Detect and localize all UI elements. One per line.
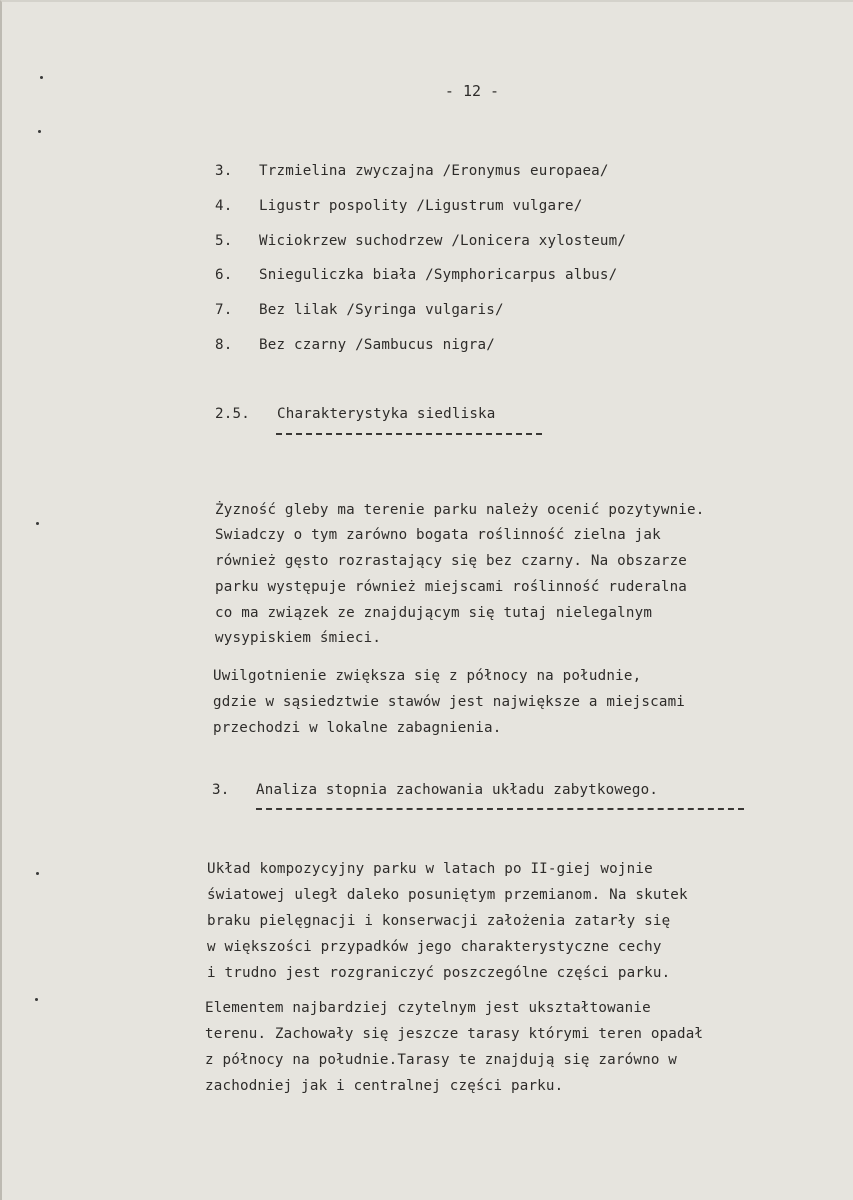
scan-speck: [40, 76, 43, 79]
list-item: 7. Bez lilak /Syringa vulgaris/: [215, 302, 504, 318]
scan-speck: [38, 130, 41, 133]
scan-speck: [36, 522, 39, 525]
paragraph-line: gdzie w sąsiedztwie stawów jest największe a miejscami: [213, 694, 686, 710]
paragraph-line: zachodniej jak i centralnej części parku.: [205, 1078, 564, 1094]
paragraph-line: również gęsto rozrastający się bez czarny. Na obszarze: [215, 553, 688, 569]
scan-speck: [35, 998, 38, 1001]
paragraph-line: terenu. Zachowały się jeszcze tarasy którymi teren opadał: [205, 1026, 704, 1042]
list-item: 4. Ligustr pospolity /Ligustrum vulgare/: [215, 198, 583, 214]
paragraph-line: światowej uległ daleko posuniętym przemianom. Na skutek: [207, 887, 688, 903]
heading-underline: [256, 808, 744, 810]
paragraph-line: parku występuje również miejscami roślinność ruderalna: [215, 579, 688, 595]
section-heading: 2.5. Charakterystyka siedliska: [215, 406, 496, 422]
paragraph-line: Żyzność gleby ma terenie parku należy ocenić pozytywnie.: [215, 502, 705, 518]
paragraph-line: wysypiskiem śmieci.: [215, 630, 382, 646]
paragraph-line: co ma związek ze znajdującym się tutaj nielegalnym: [215, 605, 653, 621]
section-heading: 3. Analiza stopnia zachowania układu zabytkowego.: [212, 782, 659, 798]
paragraph-line: i trudno jest rozgraniczyć poszczególne części parku.: [207, 965, 671, 981]
page-number: - 12 -: [444, 82, 500, 100]
paragraph-line: przechodzi w lokalne zabagnienia.: [213, 720, 502, 736]
scan-speck: [36, 872, 39, 875]
heading-underline: [276, 433, 542, 435]
list-item: 3. Trzmielina zwyczajna /Eronymus europaea/: [215, 163, 609, 179]
list-item: 6. Snieguliczka biała /Symphoricarpus albus/: [215, 267, 618, 283]
list-item: 5. Wiciokrzew suchodrzew /Lonicera xylosteum/: [215, 233, 627, 249]
list-item: 8. Bez czarny /Sambucus nigra/: [215, 337, 496, 353]
paragraph-line: Swiadczy o tym zarówno bogata roślinność zielna jak: [215, 527, 661, 543]
paragraph-line: z północy na południe.Tarasy te znajdują się zarówno w: [205, 1052, 678, 1068]
paragraph-line: Uwilgotnienie zwiększa się z północy na południe,: [213, 668, 642, 684]
paragraph-line: Układ kompozycyjny parku w latach po II-giej wojnie: [207, 861, 653, 877]
paragraph-line: Elementem najbardziej czytelnym jest ukształtowanie: [205, 1000, 651, 1016]
paragraph-line: braku pielęgnacji i konserwacji założenia zatarły się: [207, 913, 671, 929]
paragraph-line: w większości przypadków jego charakterystyczne cechy: [207, 939, 662, 955]
